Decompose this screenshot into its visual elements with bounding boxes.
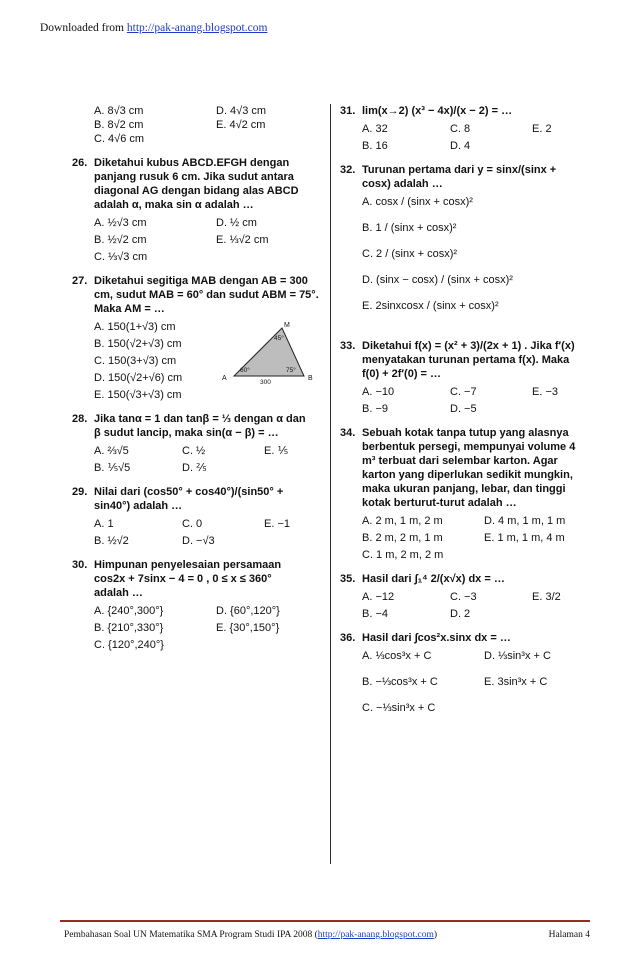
vertex-a: A [222,375,227,382]
question-30 [72,558,322,652]
option[interactable]: C. −3 [450,591,477,603]
question-number: 30. [72,559,88,571]
angle-b: 75° [286,367,296,374]
footer-prefix: Pembahasan Soal UN Matematika SMA Program Studi IPA 2008 ( [64,930,318,940]
right-column [340,104,580,715]
option[interactable]: C. 4√6 cm [94,133,145,145]
download-prefix: Downloaded from [40,22,127,34]
option[interactable]: C. {120°,240°} [94,639,164,651]
column-divider [330,104,331,864]
question-text-line2: menyatakan turunan pertama f(x). Maka f(0) + 2f′(0) = … [362,354,570,380]
option[interactable]: D. 4 m, 1 m, 1 m [484,515,566,527]
q25-options [72,104,322,146]
question-text-line2: β sudut lancip, maka sin(α − β) = … [94,427,279,439]
q27-options [72,320,234,402]
q36-options [340,649,580,715]
left-column [72,104,322,652]
download-source-line [40,22,267,34]
option[interactable]: A. 1 [94,518,114,530]
option[interactable]: B. ½√2 cm [94,234,147,246]
question-36 [340,631,580,715]
question-28 [72,412,322,475]
question-text: Turunan pertama dari y = sinx/(sinx + cosx) adalah … [362,164,557,190]
option[interactable]: D. 4 [450,140,471,152]
question-number: 34. [340,427,356,439]
question-number: 36. [340,632,356,644]
option[interactable]: E. 2sinxcosx / (sinx + cosx)² [362,300,499,312]
question-27 [72,274,322,402]
question-text: Himpunan penyelesaian persamaan [94,559,282,571]
option[interactable]: B. −9 [362,403,388,415]
q31-options [340,122,580,153]
option[interactable]: D. ½ cm [216,217,257,229]
option[interactable]: E. −3 [532,386,558,398]
option[interactable]: E. ⅓√2 cm [216,234,269,246]
question-text: Diketahui f(x) = (x² + 3)/(2x + 1) . Jika f′(x) [362,340,575,352]
question-text: Sebuah kotak tanpa tutup yang alasnya berbentuk persegi, mempunyai volume 4 m³ terbuat dari selembar karton. Agar karton yang diperlukan sedikit mungkin, maka ukuran panjang, lebar, dan tinggi kotak berturut-turut adalah … [362,427,576,509]
footer-suffix: ) [433,930,438,940]
q35-options [340,590,580,621]
option[interactable]: B. 1 / (sinx + cosx)² [362,222,457,234]
triangle-figure [220,322,320,394]
question-text: Diketahui segitiga MAB dengan AB = 300 cm, sudut MAB = 60° dan sudut ABM = 75°. Maka AM = … [94,275,319,315]
question-26 [72,156,322,264]
question-number: 29. [72,486,88,498]
question-text: lim(x→2) (x³ − 4x)/(x − 2) = … [362,105,513,117]
footer-rule [60,920,590,922]
source-link[interactable]: http://pak-anang.blogspot.com [126,22,268,34]
option[interactable]: A. {240°,300°} [94,605,164,617]
option[interactable]: A. 150(1+√3) cm [94,321,176,333]
option[interactable]: C. 8 [450,123,471,135]
option[interactable]: E. ⅕ [264,445,289,457]
question-number: 32. [340,164,356,176]
angle-a: 60° [240,367,250,374]
option[interactable]: E. −1 [264,518,290,530]
vertex-m: M [284,322,290,329]
option[interactable]: C. 150(3+√3) cm [94,355,177,367]
option[interactable]: E. 150(√3+√3) cm [94,389,182,401]
option[interactable]: D. 4√3 cm [216,105,267,117]
q34-options [340,514,580,562]
q33-options [340,385,580,416]
option[interactable]: D. ⅓sin³x + C [484,650,551,662]
option[interactable]: D. −√3 [182,535,215,547]
option[interactable]: C. 0 [182,518,203,530]
q32-options [340,195,580,313]
q29-options [72,517,322,548]
option[interactable]: A. ⅔√5 [94,445,129,457]
option[interactable]: A. 2 m, 1 m, 2 m [362,515,443,527]
option[interactable]: C. ⅓√3 cm [94,251,148,263]
option[interactable]: A. cosx / (sinx + cosx)² [362,196,473,208]
option[interactable]: B. 16 [362,140,388,152]
question-text: Hasil dari ∫₁⁴ 2/(x√x) dx = … [362,573,505,585]
option[interactable]: B. ⅕√5 [94,462,131,474]
option[interactable]: A. −12 [362,591,395,603]
base-length: 300 [260,379,271,386]
footer-source [64,930,437,940]
option[interactable]: D. −5 [450,403,477,415]
question-number: 33. [340,340,356,352]
question-32 [340,163,580,313]
option[interactable]: A. 32 [362,123,388,135]
option[interactable]: B. 150(√2+√3) cm [94,338,182,350]
question-number: 28. [72,413,88,425]
question-text: Nilai dari (cos50° + cos40°)/(sin50° + sin40°) adalah … [94,486,284,512]
option[interactable]: B. −⅓cos³x + C [362,676,438,688]
angle-m: 45° [274,335,284,342]
vertex-b: B [308,375,313,382]
question-text: Diketahui kubus ABCD.EFGH dengan panjang rusuk 6 cm. Jika sudut antara diagonal AG dengan bidang alas ABCD adalah α, maka sin α adalah … [94,157,299,211]
option[interactable]: B. 2 m, 2 m, 1 m [362,532,443,544]
option[interactable]: D. 150(√2+√6) cm [94,372,183,384]
option[interactable]: D. 2 [450,608,471,620]
option[interactable]: A. −10 [362,386,395,398]
page-footer [64,930,590,940]
option[interactable]: C. −⅓sin³x + C [362,702,436,714]
option[interactable]: E. 2 [532,123,552,135]
option[interactable]: C. −7 [450,386,477,398]
option[interactable]: D. {60°,120°} [216,605,280,617]
question-number: 31. [340,105,356,117]
question-29 [72,485,322,548]
option[interactable]: C. ½ [182,445,206,457]
question-35 [340,572,580,621]
option[interactable]: B. 8√2 cm [94,119,144,131]
question-number: 27. [72,275,88,287]
page-number: Halaman 4 [548,930,590,940]
question-text-line2: cos2x + 7sinx − 4 = 0 , 0 ≤ x ≤ 360° [94,573,272,585]
option[interactable]: A. ½√3 cm [94,217,147,229]
q28-options [72,444,322,475]
option[interactable]: E. 4√2 cm [216,119,266,131]
option[interactable]: A. ⅓cos³x + C [362,650,432,662]
question-33 [340,339,580,416]
option[interactable]: E. {30°,150°} [216,622,280,634]
question-text: Hasil dari ∫cos²x.sinx dx = … [362,632,511,644]
option[interactable]: B. ½√2 [94,535,129,547]
option[interactable]: E. 3/2 [532,591,561,603]
footer-link[interactable]: http://pak-anang.blogspot.com [317,930,434,940]
option[interactable]: D. (sinx − cosx) / (sinx + cosx)² [362,274,513,286]
q30-options [72,604,322,652]
q26-options [72,216,322,264]
option[interactable]: D. ⅖ [182,462,207,474]
option[interactable]: C. 2 / (sinx + cosx)² [362,248,458,260]
option[interactable]: B. −4 [362,608,388,620]
question-text: Jika tanα = 1 dan tanβ = ⅓ dengan α dan [94,413,306,425]
option[interactable]: B. {210°,330°} [94,622,164,634]
question-number: 35. [340,573,356,585]
option[interactable]: C. 1 m, 2 m, 2 m [362,549,444,561]
question-31 [340,104,580,153]
option[interactable]: A. 8√3 cm [94,105,144,117]
question-text-line3: adalah … [94,587,143,599]
question-number: 26. [72,157,88,169]
question-34 [340,426,580,562]
option[interactable]: E. 1 m, 1 m, 4 m [484,532,565,544]
option[interactable]: E. 3sin³x + C [484,676,548,688]
